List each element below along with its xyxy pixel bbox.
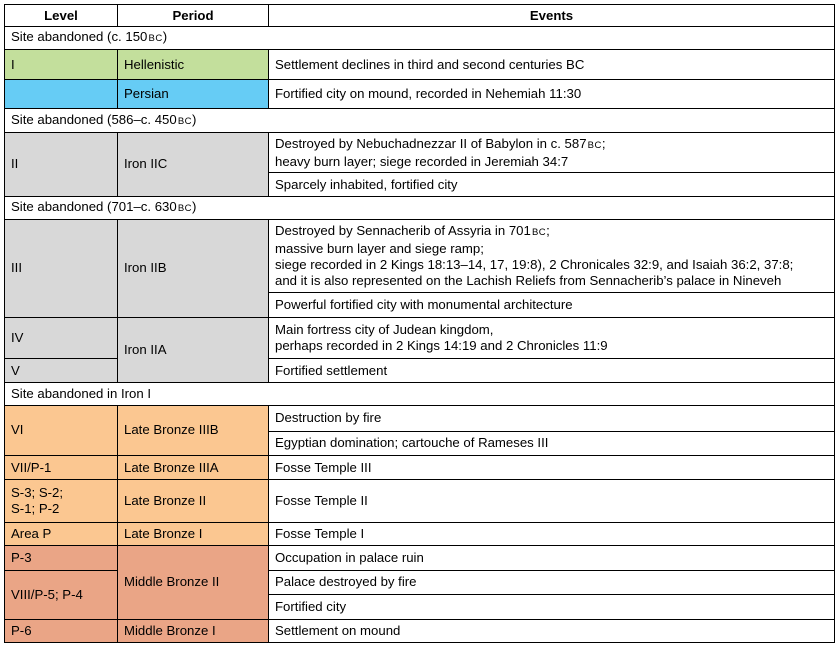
- abandon-row-3: [5, 196, 835, 219]
- table-row-level-ii: [5, 132, 835, 173]
- abandon-row-4: [5, 382, 835, 405]
- table-row-level-i: [5, 50, 835, 79]
- period-cell: Late Bronze IIIB: [118, 406, 269, 456]
- level-cell: VIII/P-5; P-4: [5, 570, 118, 619]
- event-cell: Main fortress city of Judean kingdom, perhaps recorded in 2 Kings 14:19 and 2 Chronicles 11:9: [269, 317, 835, 359]
- event-cell: Palace destroyed by fire: [269, 570, 835, 594]
- header-row: [5, 5, 835, 27]
- level-cell: IV: [5, 317, 118, 359]
- event-cell: Destruction by fire: [269, 406, 835, 431]
- period-cell: Late Bronze IIIA: [118, 455, 269, 479]
- table-row-persian: [5, 79, 835, 108]
- level-cell: V: [5, 359, 118, 382]
- level-cell: II: [5, 132, 118, 196]
- period-cell: Persian: [118, 79, 269, 108]
- event-cell: Settlement on mound: [269, 619, 835, 642]
- abandon-note-2: Site abandoned (586–c. 450 BC): [5, 109, 835, 132]
- level-cell: VI: [5, 406, 118, 456]
- header-level: Level: [5, 5, 118, 27]
- event-cell: Destroyed by Nebuchadnezzar II of Babylon in c. 587 BC; heavy burn layer; siege recorded in Jeremiah 34:7: [269, 132, 835, 173]
- abandon-note-4: Site abandoned in Iron I: [5, 382, 835, 405]
- period-cell: Iron IIA: [118, 317, 269, 382]
- event-cell: Egyptian domination; cartouche of Rameses III: [269, 431, 835, 455]
- period-cell: Hellenistic: [118, 50, 269, 79]
- table-row-level-vi: [5, 406, 835, 431]
- period-cell: Iron IIB: [118, 220, 269, 318]
- table-row-level-iii: [5, 220, 835, 293]
- period-cell: Iron IIC: [118, 132, 269, 196]
- level-cell: VII/P-1: [5, 455, 118, 479]
- abandon-note-1: Site abandoned (c. 150 BC): [5, 27, 835, 50]
- event-cell: Fosse Temple II: [269, 480, 835, 523]
- level-cell: I: [5, 50, 118, 79]
- header-period: Period: [118, 5, 269, 27]
- table-row-level-vii: [5, 455, 835, 479]
- event-cell: Fosse Temple III: [269, 455, 835, 479]
- event-cell: Fortified city on mound, recorded in Nehemiah 11:30: [269, 79, 835, 108]
- table-row-p6: [5, 619, 835, 642]
- level-cell: S-3; S-2; S-1; P-2: [5, 480, 118, 523]
- event-cell: Settlement declines in third and second centuries BC: [269, 50, 835, 79]
- period-cell: Late Bronze I: [118, 522, 269, 545]
- period-cell: Late Bronze II: [118, 480, 269, 523]
- table-row-level-s3: [5, 480, 835, 523]
- level-cell: III: [5, 220, 118, 318]
- event-cell: Fortified settlement: [269, 359, 835, 382]
- event-cell: Powerful fortified city with monumental architecture: [269, 293, 835, 317]
- abandon-row-1: [5, 27, 835, 50]
- table-row-area-p: [5, 522, 835, 545]
- period-cell: Middle Bronze I: [118, 619, 269, 642]
- level-cell: P-6: [5, 619, 118, 642]
- event-cell: Sparcely inhabited, fortified city: [269, 173, 835, 196]
- table-row-level-iv: [5, 317, 835, 359]
- level-cell: [5, 79, 118, 108]
- event-cell: Fortified city: [269, 595, 835, 619]
- level-cell: Area P: [5, 522, 118, 545]
- stratigraphy-table: [4, 4, 835, 643]
- table-row-p3: [5, 546, 835, 570]
- abandon-note-3: Site abandoned (701–c. 630 BC): [5, 196, 835, 219]
- event-cell: Occupation in palace ruin: [269, 546, 835, 570]
- event-cell: Fosse Temple I: [269, 522, 835, 545]
- level-cell: P-3: [5, 546, 118, 570]
- period-cell: Middle Bronze II: [118, 546, 269, 619]
- abandon-row-2: [5, 109, 835, 132]
- event-cell: Destroyed by Sennacherib of Assyria in 701 BC; massive burn layer and siege ramp; siege recorded in 2 Kings 18:13–14, 17, 19:8), 2 Chronicales 32:9, and Isaiah 36:2, 37:8; and it is also represented on the Lachish Reliefs from Sennacherib’s palace in Nineveh: [269, 220, 835, 293]
- header-events: Events: [269, 5, 835, 27]
